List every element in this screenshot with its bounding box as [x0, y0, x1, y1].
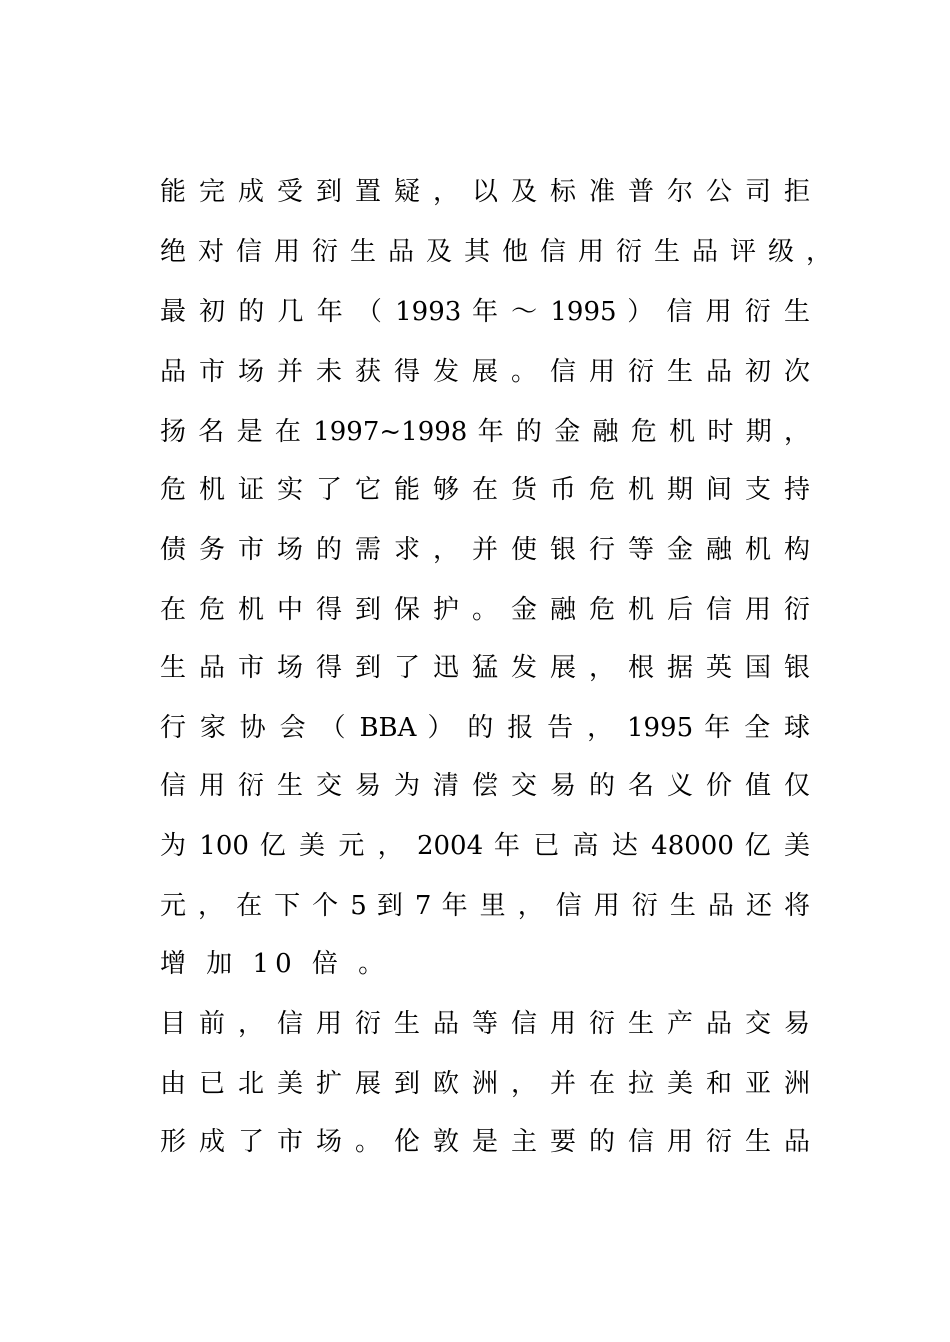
text-line: 能 完 成 受 到 置 疑 ， 以 及 标 准 普 尔 公 司 拒: [160, 177, 810, 207]
text-line: 生 品 市 场 得 到 了 迅 猛 发 展 ， 根 据 英 国 银: [160, 653, 810, 683]
text-line: 在 危 机 中 得 到 保 护 。 金 融 危 机 后 信 用 衍: [160, 595, 810, 625]
text-line: 危 机 证 实 了 它 能 够 在 货 币 危 机 期 间 支 持: [160, 475, 810, 505]
text-line: 债 务 市 场 的 需 求 ， 并 使 银 行 等 金 融 机 构: [160, 535, 810, 565]
text-line: 行 家 协 会 （ BBA ） 的 报 告 ， 1995 年 全 球: [160, 713, 810, 743]
text-line: 增 加 10 倍 。: [160, 949, 391, 979]
text-line: 最 初 的 几 年 （ 1993 年 ～ 1995 ） 信 用 衍 生: [160, 297, 810, 327]
text-line: 为 100 亿 美 元 ， 2004 年 已 高 达 48000 亿 美: [160, 831, 810, 861]
text-line: 扬 名 是 在 1997~1998 年 的 金 融 危 机 时 期 ，: [160, 417, 810, 447]
text-line: 绝 对 信 用 衍 生 品 及 其 他 信 用 衍 生 品 评 级 ，: [160, 237, 832, 267]
text-line: 品 市 场 并 未 获 得 发 展 。 信 用 衍 生 品 初 次: [160, 357, 810, 387]
text-line: 由 已 北 美 扩 展 到 欧 洲 ， 并 在 拉 美 和 亚 洲: [160, 1069, 810, 1099]
text-line: 目 前 ， 信 用 衍 生 品 等 信 用 衍 生 产 品 交 易: [160, 1009, 810, 1039]
text-line: 形 成 了 市 场 。 伦 敦 是 主 要 的 信 用 衍 生 品: [160, 1127, 810, 1157]
text-line: 元 ， 在 下 个 5 到 7 年 里 ， 信 用 衍 生 品 还 将: [160, 891, 810, 921]
text-line: 信 用 衍 生 交 易 为 清 偿 交 易 的 名 义 价 值 仅: [160, 771, 810, 801]
